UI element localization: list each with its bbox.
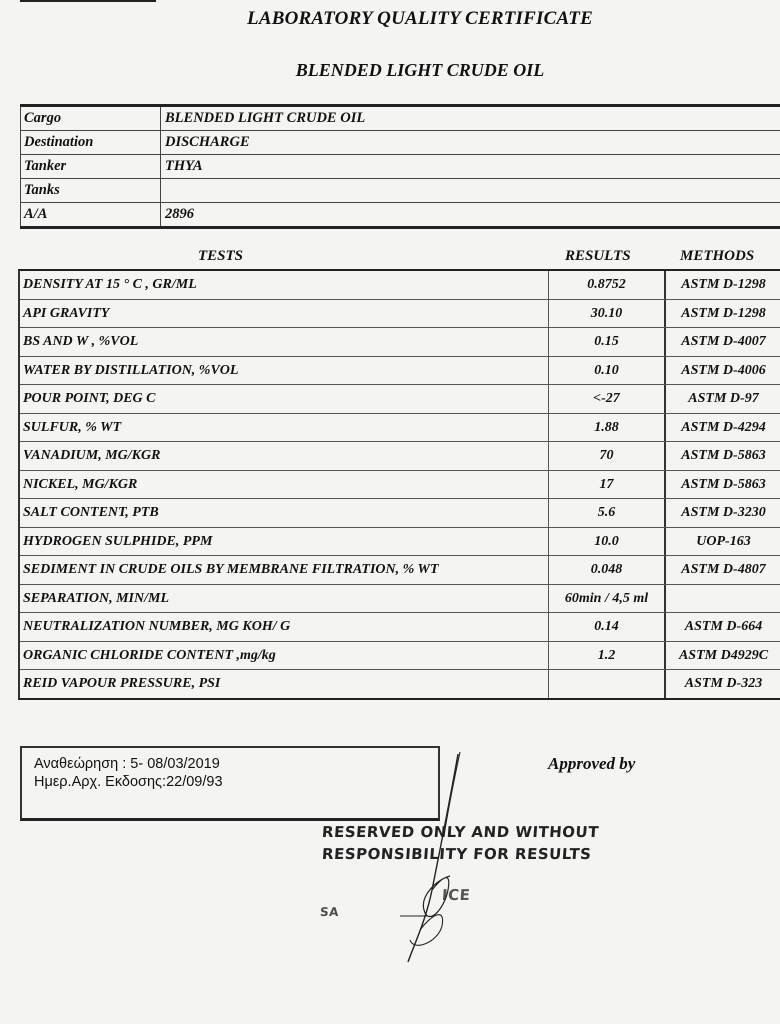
test-method: ASTM D-5863 <box>681 476 766 492</box>
test-name: WATER BY DISTILLATION, %VOL <box>20 357 549 385</box>
info-value <box>161 179 780 202</box>
test-result: 1.2 <box>549 642 666 670</box>
test-name: SULFUR, % WT <box>20 414 549 442</box>
test-method <box>666 585 780 613</box>
tests-header <box>0 248 780 268</box>
test-method: ASTM D-4006 <box>681 362 766 378</box>
test-result: <-27 <box>549 385 666 413</box>
table-row <box>20 556 780 585</box>
table-row <box>20 328 780 357</box>
test-name: NICKEL, MG/KGR <box>20 471 549 499</box>
test-method: ASTM D-1298 <box>681 305 766 321</box>
test-method: ASTM D-4007 <box>681 334 766 349</box>
info-row-destination <box>20 131 780 155</box>
test-result: 0.8752 <box>549 271 666 299</box>
test-name: API GRAVITY <box>20 300 549 328</box>
test-result: 0.048 <box>549 556 666 584</box>
info-row-tanks <box>20 179 780 203</box>
table-row <box>20 414 780 443</box>
signature-icon <box>370 740 500 970</box>
info-value: DISCHARGE <box>165 134 250 150</box>
stamp-line: RESPONSIBILITY FOR RESULTS <box>321 845 593 863</box>
info-label: Destination <box>20 131 161 154</box>
test-method: ASTM D-664 <box>684 619 763 634</box>
test-method: ASTM D-323 <box>684 676 763 691</box>
info-label: Tanks <box>20 179 161 202</box>
info-label: A/A <box>20 203 161 226</box>
top-rule <box>20 0 156 2</box>
approved-by-label: Approved by <box>548 754 636 773</box>
test-result: 60min / 4,5 ml <box>549 585 666 613</box>
info-label: Cargo <box>20 107 161 130</box>
methods-column-header: METHODS <box>680 248 755 264</box>
table-row <box>20 385 780 414</box>
test-name: VANADIUM, MG/KGR <box>20 442 549 470</box>
table-row <box>20 670 780 698</box>
table-row <box>20 642 780 671</box>
tests-table <box>18 269 780 700</box>
revision-text: Αναθεώρηση : 5- 08/03/2019 <box>34 756 220 772</box>
test-result <box>549 670 666 698</box>
test-name: SALT CONTENT, PTB <box>20 499 549 527</box>
table-row <box>20 357 780 386</box>
test-method: ASTM D-1298 <box>681 277 766 292</box>
tests-column-header: TESTS <box>198 248 244 264</box>
info-row-cargo <box>20 107 780 131</box>
test-method: ASTM D-97 <box>688 391 759 406</box>
results-column-header: RESULTS <box>565 248 631 264</box>
test-method: ASTM D4929C <box>678 647 769 663</box>
info-value: THYA <box>165 158 203 174</box>
test-result: 70 <box>549 442 666 470</box>
info-row-tanker <box>20 155 780 179</box>
info-value: 2896 <box>165 206 194 222</box>
test-method: ASTM D-4807 <box>681 562 766 577</box>
test-name: HYDROGEN SULPHIDE, PPM <box>20 528 549 556</box>
table-row <box>20 613 780 642</box>
test-result: 0.10 <box>549 357 666 385</box>
table-row <box>20 300 780 329</box>
test-method: UOP-163 <box>696 533 751 549</box>
test-method: ASTM D-5863 <box>681 448 766 463</box>
test-result: 0.14 <box>549 613 666 641</box>
test-result: 10.0 <box>549 528 666 556</box>
test-name: NEUTRALIZATION NUMBER, MG KOH/ G <box>20 613 549 641</box>
stamp-line: SA <box>319 905 340 919</box>
table-row <box>20 499 780 528</box>
test-name: SEDIMENT IN CRUDE OILS BY MEMBRANE FILTRATION, % WT <box>20 556 549 584</box>
stamp-line: RESERVED ONLY AND WITHOUT <box>321 823 600 841</box>
table-row <box>20 442 780 471</box>
info-row-aa <box>20 203 780 226</box>
page-subtitle: BLENDED LIGHT CRUDE OIL <box>295 60 545 80</box>
test-name: SEPARATION, MIN/ML <box>20 585 549 613</box>
test-result: 5.6 <box>549 499 666 527</box>
test-name: DENSITY AT 15 ° C , GR/ML <box>20 271 549 299</box>
test-method: ASTM D-3230 <box>681 505 766 520</box>
test-name: REID VAPOUR PRESSURE, PSI <box>20 670 549 698</box>
info-label: Tanker <box>20 155 161 178</box>
table-row <box>20 528 780 557</box>
page-title: LABORATORY QUALITY CERTIFICATE <box>247 8 593 29</box>
test-method: ASTM D-4294 <box>681 419 766 435</box>
test-result: 30.10 <box>549 300 666 328</box>
test-result: 17 <box>549 471 666 499</box>
table-row <box>20 585 780 614</box>
cargo-info-table <box>20 104 780 229</box>
stamp-line: ICE <box>441 886 471 904</box>
test-name: ORGANIC CHLORIDE CONTENT ,mg/kg <box>20 642 549 670</box>
test-result: 1.88 <box>549 414 666 442</box>
test-result: 0.15 <box>549 328 666 356</box>
test-name: POUR POINT, DEG C <box>20 385 549 413</box>
issue-date-text: Ημερ.Αρχ. Εκδοσης:22/09/93 <box>34 774 223 790</box>
info-value: BLENDED LIGHT CRUDE OIL <box>165 110 366 126</box>
table-row <box>20 271 780 300</box>
test-name: BS AND W , %VOL <box>20 328 549 356</box>
table-row <box>20 471 780 500</box>
